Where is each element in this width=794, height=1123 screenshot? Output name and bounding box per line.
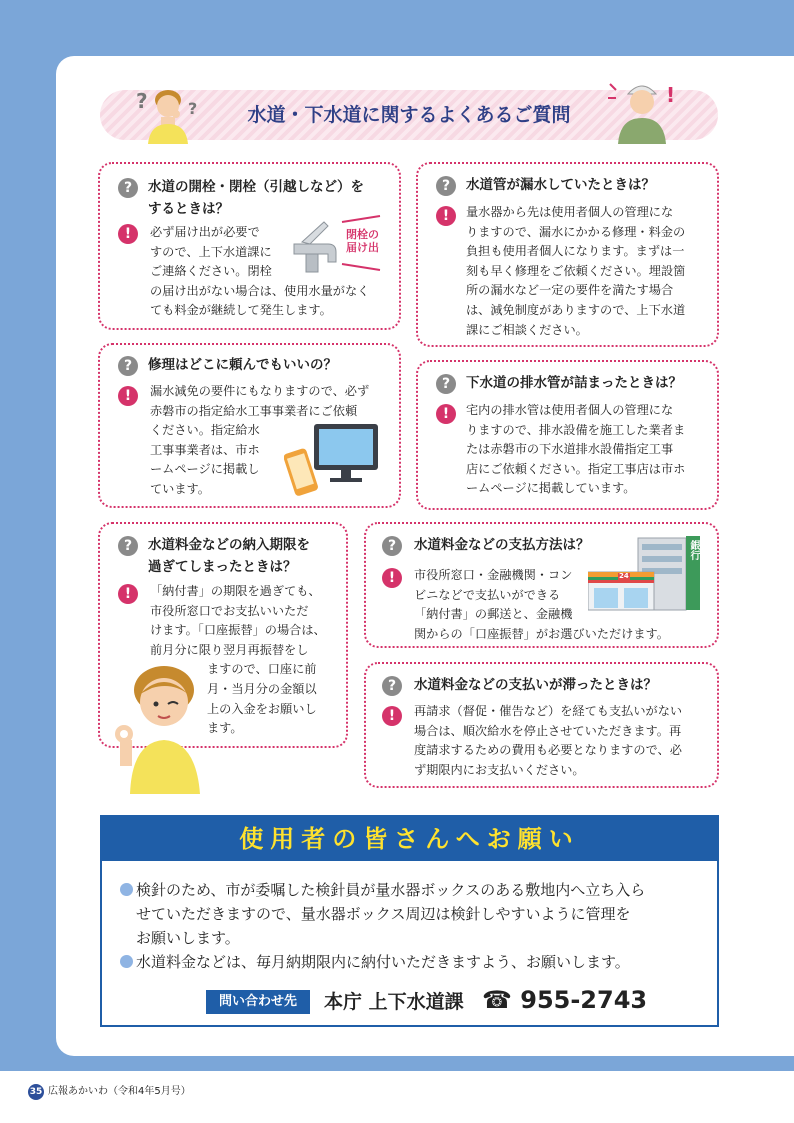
faucet-illustration — [288, 214, 344, 274]
answer-line: ビニなどで支払いができる — [414, 587, 561, 602]
answer-line: すので、上下水道課に — [150, 244, 272, 259]
question-icon: ? — [118, 356, 138, 376]
bullet-dot-icon — [120, 955, 133, 968]
svg-text:!: ! — [666, 83, 676, 107]
answer-line: ても料金が継続して発生します。 — [150, 303, 332, 318]
question-icon: ? — [118, 536, 138, 556]
faq-answer — [466, 203, 685, 340]
question-icon: ? — [436, 374, 456, 394]
answer-line: 「納付書」の期限を過ぎても、 — [150, 584, 321, 598]
question-icon: ? — [118, 178, 138, 198]
ok-sign-woman-illustration — [112, 664, 208, 794]
contact-label: 問い合わせ先 — [206, 990, 310, 1014]
answer-line: 市役所窓口でお支払いいただ — [150, 603, 309, 618]
page-title: 水道・下水道に関するよくあるご質問 — [247, 104, 571, 126]
request-item: 水道料金などは、毎月納期限内に納付いただきますよう、お願いします。 — [120, 951, 630, 973]
answer-line: 工事事業者は、市ホ — [150, 442, 260, 457]
answer-line: は、減免制度がありますので、上下水道 — [466, 302, 686, 317]
faq-question: 水道料金などの支払方法は？ — [414, 537, 590, 553]
answer-icon: ! — [436, 404, 456, 424]
answer-line: 「納付書」の郵送と、金融機 — [414, 607, 573, 622]
answer-line: りますので、漏水にかかる修理・料金の — [466, 224, 686, 239]
answer-line: 月・当月分の金額以 — [207, 681, 317, 696]
answer-icon: ! — [118, 584, 138, 604]
answer-line: ています。 — [150, 481, 210, 496]
answer-line: の届け出がない場合は、使用水量がなく — [150, 283, 370, 298]
answer-line: 必ず届け出が必要で — [150, 225, 260, 239]
close-tap-callout: 閉栓の 届け出 — [346, 228, 379, 254]
answer-line: ください。指定給水 — [150, 423, 260, 438]
bank-sign-label: 銀行 — [688, 540, 699, 560]
answer-icon: ! — [118, 224, 138, 244]
answer-line: 漏水減免の要件にもなりますので、必ず — [150, 384, 370, 398]
request-item-continuation: お願いします。 — [136, 929, 240, 947]
publication-name: 広報あかいわ（令和4年5月号） — [48, 1086, 191, 1097]
faq-answer — [414, 702, 682, 780]
answer-line: ームページに掲載しています。 — [466, 481, 636, 496]
answer-icon: ! — [436, 206, 456, 226]
answer-line: ますので、口座に前 — [207, 662, 317, 677]
request-section — [100, 815, 719, 1027]
answer-line: 場合は、順次給水を停止させていただきます。再 — [414, 723, 682, 738]
question-icon: ? — [382, 676, 402, 696]
svg-text:?: ? — [136, 89, 148, 113]
faq-answer — [466, 401, 685, 499]
computer-smartphone-illustration — [284, 422, 384, 500]
faq-question: 水道料金などの支払いが滞ったときは？ — [414, 677, 657, 693]
answer-line: 店にご依頼ください。指定工事店は市ホ — [466, 461, 686, 476]
question-icon: ? — [436, 176, 456, 196]
answer-line: 刻も早く修理をご依頼ください。埋設箇 — [466, 263, 686, 278]
answer-line: 関からの「口座振替」がお選びいただけます。 — [414, 626, 669, 641]
answer-line: 赤磐市の指定給水工事事業者にご依頼 — [150, 403, 358, 418]
answer-icon: ! — [382, 568, 402, 588]
contact-phone: ☎ 955-2743 — [482, 986, 648, 1014]
faq-question: 水道の開栓・閉栓（引越しなど）を するときは？ — [148, 179, 364, 217]
answer-line: ご連絡ください。閉栓 — [150, 264, 272, 279]
faq-question: 下水道の排水管が詰まったときは？ — [466, 375, 682, 391]
answer-icon: ! — [118, 386, 138, 406]
answer-line: 前月分に限り翌月再振替をし — [150, 642, 309, 657]
answer-line: 再請求（督促・催告など）を経ても支払いがない — [414, 704, 683, 718]
answer-line: 度請求するための費用も必要となりますので、必 — [414, 743, 682, 758]
store-sign-label: 24 — [619, 572, 629, 580]
answer-line: 量水器から先は使用者個人の管理にな — [466, 205, 674, 219]
answer-line: りますので、排水設備を施工した業者ま — [466, 422, 686, 437]
request-item: 検針のため、市が委嘱した検針員が量水器ボックスのある敷地内へ立ち入ら — [120, 879, 645, 901]
answer-line: ず期限内にお支払いください。 — [414, 762, 585, 777]
answer-line: 所の漏水など一定の要件を満たす場合 — [466, 283, 674, 298]
answer-line: 課にご相談ください。 — [466, 322, 588, 337]
answer-line: ームページに掲載し — [150, 462, 260, 477]
answer-line: たは赤磐市の下水道排水設備指定工事 — [466, 442, 674, 457]
contact-office: 本庁 上下水道課 — [324, 991, 464, 1013]
bullet-dot-icon — [120, 883, 133, 896]
answer-line: 宅内の排水管は使用者個人の管理にな — [466, 403, 674, 417]
faq-question: 水道管が漏水していたときは？ — [466, 177, 655, 193]
svg-text:?: ? — [188, 99, 198, 118]
request-title: 使用者の皆さんへお願い — [102, 817, 717, 861]
answer-line: 負担も使用者個人になります。まずは一 — [466, 244, 685, 259]
answer-line: ます。 — [207, 721, 243, 736]
answer-line: けます。「口座振替」の場合は、 — [150, 623, 326, 638]
answer-icon: ! — [382, 706, 402, 726]
question-icon: ? — [382, 536, 402, 556]
answer-line: 市役所窓口・金融機関・コン — [414, 568, 573, 582]
request-item-continuation: せていただきますので、量水器ボックス周辺は検針しやすいように管理を — [136, 905, 631, 923]
faq-question: 水道料金などの納入期限を 過ぎてしまったときは？ — [148, 537, 310, 575]
faq-question: 修理はどこに頼んでもいいの？ — [148, 357, 337, 373]
answer-line: 上の入金をお願いし — [207, 701, 317, 716]
page-number: 35 — [28, 1084, 44, 1100]
